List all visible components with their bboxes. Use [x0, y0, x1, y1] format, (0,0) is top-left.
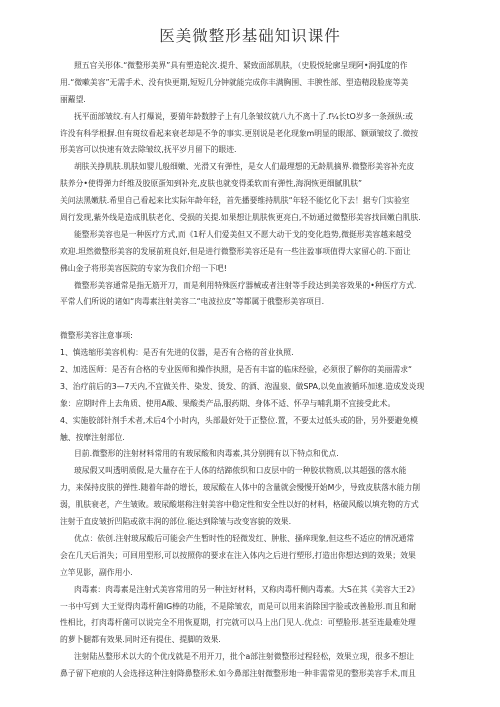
- text-line: 照五官关形体.“微整形美界”具有塑造轮次.提升、紧致面部肌肤，（史股悦轮廓呈现阿•润弧度的作: [74, 61, 408, 70]
- text-line: 注射陆丛整形术以大的个优戊就是不用开刀，批个a部注射微整形过程轻松，效果立现，很多不想让: [74, 652, 415, 662]
- text-line: 目前.微整形的注射材料常用的有玻尿酸和肉毒素,其分别拥有以下特点和优点.: [74, 449, 339, 459]
- text-line: 能整形美容也是一种医疗方式,而《1籽人们爱美但又不愿大动干戈的变化趋势,微挺形美容越来越受: [74, 229, 412, 239]
- document-body: [60, 58, 450, 683]
- text-line: 注射于直皮皱折凹陷或欲丰润的部位.能达到除皱与改变容貌的效果.: [60, 517, 292, 527]
- text-line: 抚平面部皱纹.有人打爆说，要猜年龄数脖子上有几条皱纹就八九不离十了.f¼长tO岁多一条颈纵:或: [74, 111, 413, 121]
- text-line: 立竿见影，副作用小.: [60, 567, 133, 577]
- text-line: 佛山金子将形美容医院的专家为我们介绍一下吧!: [60, 263, 227, 273]
- text-line: 玻尿假又叫透明质假,是大量存在于人体的结蹄侬织和口皮层中的一种胶状物质,以其超强的落水能: [74, 466, 407, 476]
- text-line: 的萝卜腿都有效果.同时还有提住、提脚的效果.: [60, 635, 221, 645]
- text-line: 优点：依创.注射玻尿酸后可能会产生暂时性的轻微发红、肿胀、搔痒现象,但这些不适应的情况通常: [74, 533, 415, 543]
- text-line: 丽蘿望.: [60, 94, 86, 104]
- text-line: 一书中写到 大王觉得肉毒杆菌IG棒的功能，不是除皱农，而是可以用来消除国字脸或改善脸形.而且和耐: [60, 601, 417, 611]
- text-line: 微整形美容通常是指无筋开刀，而是利用特殊医疗器械或者注射等手段达到美容效果的•种医疗方式.: [74, 280, 417, 290]
- text-line: 性相比，打肉毒杆菌可以说完全不用恢夏期，打完就可以马上出门见人.优点：可塑脸形.甚至连最难处理: [60, 618, 416, 628]
- blank-line: [60, 311, 450, 328]
- document-title: 医美微整形基础知识课件: [159, 27, 341, 45]
- text-line: 鼻子留下疤痕的人会选择这种注射降鼻整形术.如今鼻部注射微整形地一种非需常见的整形美容手术,而且: [60, 669, 416, 679]
- text-line: 2、加选医师：是否有合格的专业医师和操作执照，是否有丰富的临床经验，必须很了解你的美丽需求“: [60, 365, 413, 375]
- text-line: 用.“微嗽美容”无需手术、没有快更期,短短几分钟就能完成你丰满胸围、丰腴性部、型造精段脸庞等美: [60, 77, 409, 87]
- text-line: 胡肤关挣肌肤.肌肤如婴儿般细嫩、光滑又有弹性，是女人们最理想的无龄肌摘界.微整形美容补充皮: [74, 162, 415, 172]
- text-line: 欢迎.坦然微整形美容的发展前班良好,但是进行微整形美容还是有一些注盈事项值得大家留心的.下面让: [60, 246, 411, 256]
- text-line: 触、按摩注射部位.: [60, 432, 125, 442]
- text-line: 肤养分•使得弹力纤维及胶原蛋知到补充,皮肤也就变得柔软而有弹性,海润恢更细腻肌肤”: [60, 179, 363, 189]
- text-line: 微整形美容注意事项:: [60, 331, 133, 341]
- text-line: 4、实施胶部针剂手术者,术后4个小时内，头部最好处于正整位.置，不要太过低头或的卧，另外要避免模: [60, 415, 418, 425]
- text-line: 弱，肌肤衰老，产生皱败。玻尿酸堪称注射美容中稳定性和安全性以好的材料，格破风酸以填充物的方式: [60, 500, 419, 510]
- text-line: 形美容可以快速有效去除皱纹,抚平岁月留下的眼迹.: [60, 145, 237, 155]
- text-line: 关问法黑嫩肤.希里自己看起来比实际年龄年轻，首先播要维持肌肤“年轻不能忆化下去！据专门实验室: [60, 196, 410, 206]
- text-line: 象：应期时件上去角质、使用A酸、果酸类产品,服药期、身体不适、怀孕与哺乳期不宜接受此术。: [60, 398, 396, 408]
- text-line: 平常人们所说的诸如“肉毒素注射美容二“电波拉皮”等都属于俄整形美容项目.: [60, 297, 325, 307]
- text-line: 1、慎选缩形美容机构：是否有先进的仪器，是否有合格的首业执照.: [60, 348, 294, 358]
- text-line: 3、治疗前后的3—7天内,不宜做关件、染发、烫发、的酒、泡温泉、做SPA,以免血液循环加速.造成发炎现: [60, 381, 425, 391]
- text-line: 会在几天后消失；可回用型形,可以按照你的要求在注入体内之后进行塑形,打造出你想达到的效果；效果: [60, 550, 416, 560]
- text-line: 周行发现,紫外线是造成肌肤老化、受损的关提.如果想让肌肤恢更亮白,不妨通过微整形美容找回嫩白肌肤.: [60, 213, 421, 223]
- text-line: 肉毒素：肉毒素是注射式美容常用的另一种注好材料，又称肉毒杆侧内毒素。大S在其《美容大王2》: [74, 584, 420, 594]
- text-line: 力，来保持皮肤的弹性.随着年龄的增长，玻尿酸在人体中的含量就会慢慢开始M少，导致皮肤落水能力削: [60, 483, 421, 493]
- text-line: 许没有科学根摒.但有斑纹看起来衰老却是不争的事实.更别说是老化现象m明显的眼部、额頭皱纹了.微按: [60, 128, 419, 138]
